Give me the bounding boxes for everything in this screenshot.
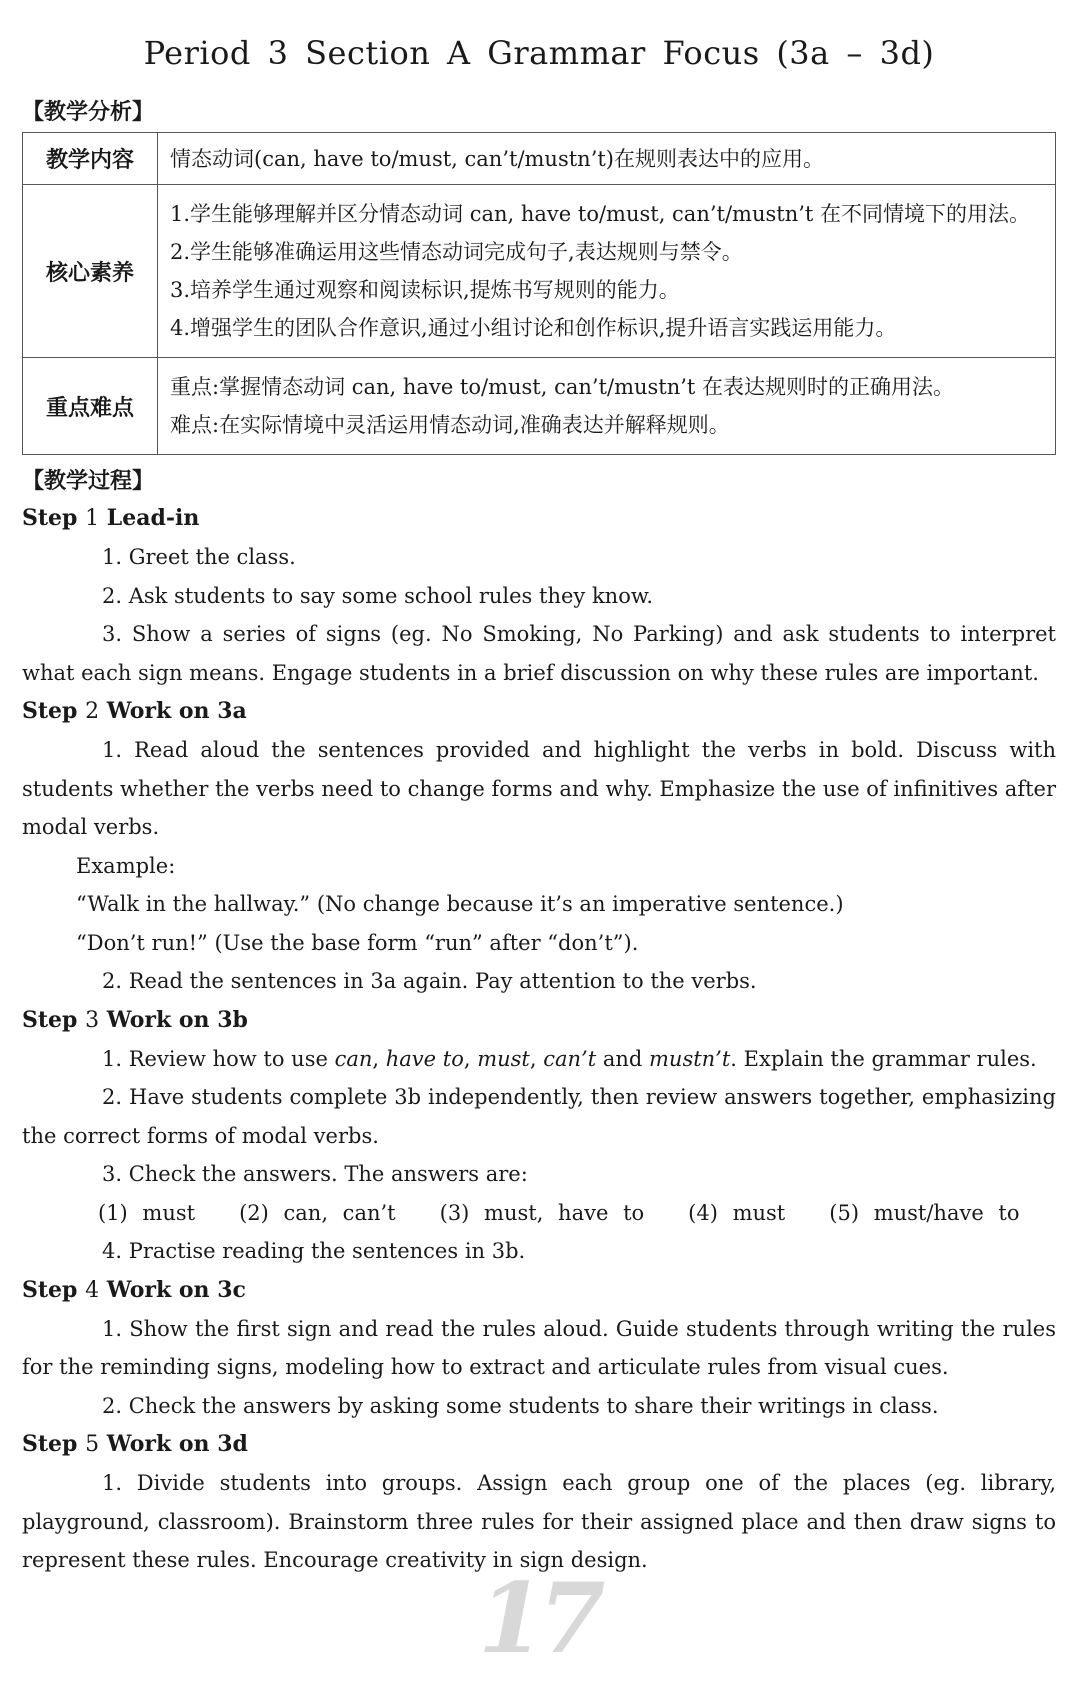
key-label: 重点难点 <box>23 358 158 455</box>
list-item: 2. Check the answers by asking some students to share their writings in class. <box>102 1393 939 1418</box>
key-items <box>158 358 1056 455</box>
difficult-point: 难点:在实际情境中灵活运用情态动词,准确表达并解释规则。 <box>170 413 730 437</box>
list-item: 1.学生能够理解并区分情态动词 can, have to/must, can’t/mustn’t 在不同情境下的用法。 <box>170 202 1031 226</box>
table-row <box>23 358 1056 455</box>
key-point: 重点:掌握情态动词 can, have to/must, can’t/mustn’t 在表达规则时的正确用法。 <box>170 375 955 399</box>
step-heading: Step 1 Lead-in <box>22 505 200 531</box>
table-row <box>23 133 1056 185</box>
list-item: 1. Show the first sign and read the rules aloud. Guide students through writing the rules for the reminding signs, modeling how to extract and articulate rules from visual cues. <box>22 1316 1056 1379</box>
analysis-table <box>22 132 1056 455</box>
list-item: 3. Show a series of signs (eg. No Smoking, No Parking) and ask students to interpret what each sign means. Engage students in a brief discussion on why these rules are important. <box>22 622 1056 685</box>
content-label: 教学内容 <box>23 133 158 185</box>
core-label: 核心素养 <box>23 185 158 358</box>
list-item: 2. Ask students to say some school rules they know. <box>102 583 653 608</box>
list-item: 4.增强学生的团队合作意识,通过小组讨论和创作标识,提升语言实践运用能力。 <box>170 316 897 340</box>
list-item: 2. Read the sentences in 3a again. Pay attention to the verbs. <box>102 969 757 993</box>
list-item: 4. Practise reading the sentences in 3b. <box>102 1239 526 1263</box>
list-item: 1. Greet the class. <box>102 545 296 569</box>
step-heading: Step 2 Work on 3a <box>22 698 247 724</box>
table-row <box>23 185 1056 358</box>
list-item: 2.学生能够准确运用这些情态动词完成句子,表达规则与禁令。 <box>170 240 743 264</box>
step-heading: Step 4 Work on 3c <box>22 1276 246 1303</box>
answers-line: (1) must (2) can, can’t (3) must, have to (4) must (5) must/have to <box>98 1200 1020 1225</box>
example-label: Example: <box>76 853 176 878</box>
list-item: 3. Check the answers. The answers are: <box>102 1162 528 1186</box>
list-item: 1. Divide students into groups. Assign each group one of the places (eg. library, playground, classroom). Brainstorm three rules for their assigned place and then draw signs to represent these rules. Encourage creativity in sign design. <box>22 1471 1056 1572</box>
page-number-watermark: 17 <box>478 1562 600 1675</box>
process-heading: 【教学过程】 <box>22 468 155 494</box>
example-line: “Don’t run!” (Use the base form “run” after “don’t”). <box>76 930 639 955</box>
list-item: 3.培养学生通过观察和阅读标识,提炼书写规则的能力。 <box>170 278 680 302</box>
content-value: 情态动词(can, have to/must, can’t/mustn’t)在规则表达中的应用。 <box>158 133 1056 185</box>
analysis-heading: 【教学分析】 <box>22 99 155 125</box>
list-item: 1. Review how to use can, have to, must, can’t and mustn’t. Explain the grammar rules. <box>102 1046 1037 1071</box>
example-line: “Walk in the hallway.” (No change because it’s an imperative sentence.) <box>76 892 844 916</box>
lesson-plan-page <box>22 34 1056 1580</box>
list-item: 1. Read aloud the sentences provided and highlight the verbs in bold. Discuss with students whether the verbs need to change forms and why. Emphasize the use of infinitives after modal verbs. <box>22 738 1056 839</box>
core-items <box>158 185 1056 358</box>
step-heading: Step 5 Work on 3d <box>22 1431 248 1457</box>
list-item: 2. Have students complete 3b independently, then review answers together, emphasizing the correct forms of modal verbs. <box>22 1085 1056 1148</box>
step-heading: Step 3 Work on 3b <box>22 1006 248 1033</box>
page-title: Period 3 Section A Grammar Focus (3a – 3d) <box>143 34 935 72</box>
